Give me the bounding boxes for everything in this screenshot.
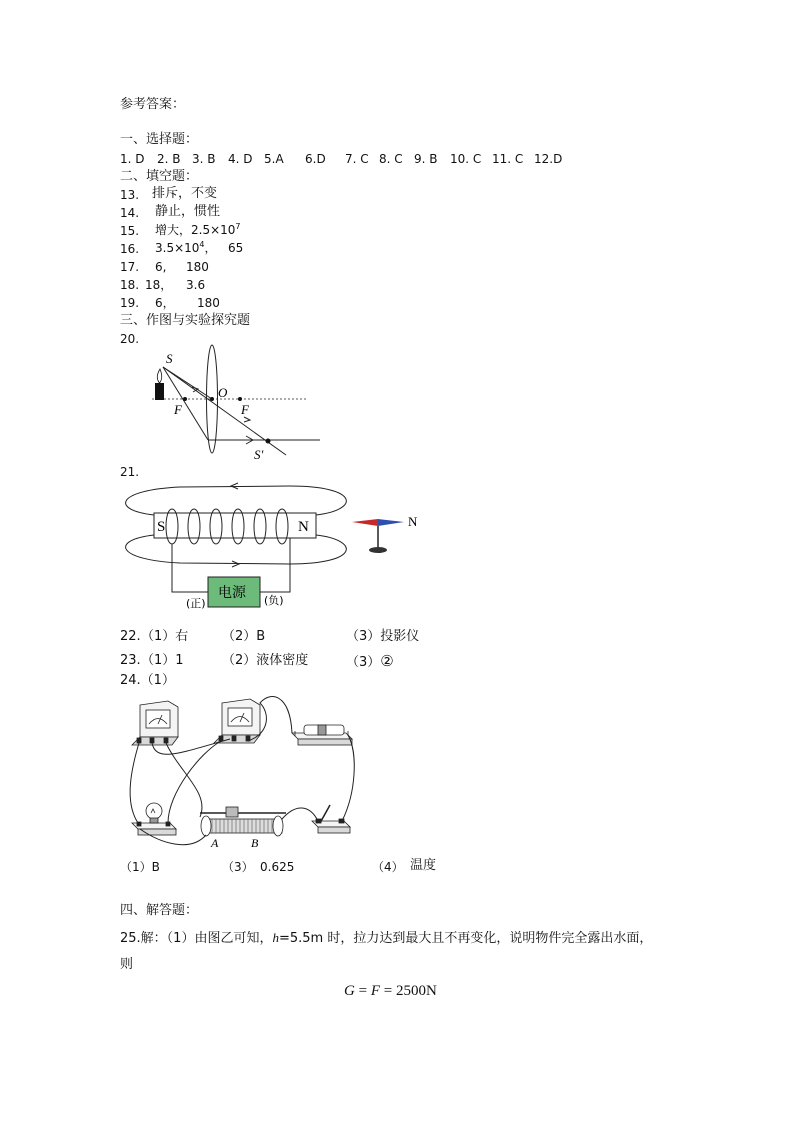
label-negative: (负) (264, 594, 284, 607)
q21-number: 21. (120, 465, 140, 479)
arrow-2 (244, 417, 250, 422)
q20-number: 20. (120, 332, 140, 346)
q23-part1: （1）1 (141, 653, 184, 668)
answer-8: 8. C (379, 152, 403, 166)
q25-line1-a: 25.解：（1）由图乙可知， (120, 931, 273, 946)
q14-answer: 静止，惯性 (155, 204, 221, 219)
wire-right (260, 538, 290, 592)
q16-answer-b: ， 65 (204, 241, 244, 255)
rheostat-label-a: A (211, 836, 219, 850)
compass-n-label: N (408, 514, 418, 529)
center-dot (210, 397, 214, 401)
eq-value: = 2500N (379, 983, 437, 999)
candle-flame (157, 369, 162, 383)
section1-title: 一、选择题： (120, 132, 199, 147)
q25-equation (344, 983, 437, 1000)
light-bulb (132, 803, 176, 835)
q16-number: 16. (120, 242, 140, 256)
q22-number: 22. (120, 629, 141, 644)
q19-number: 19. (120, 296, 140, 310)
q16-answer (155, 240, 243, 256)
answer-5: 5.A (264, 152, 284, 166)
answer-9: 9. B (414, 152, 438, 166)
wire-left (172, 544, 208, 592)
q24-part1: （1）B (120, 860, 160, 874)
q24-number: 24.（1） (120, 673, 175, 688)
label-o: O (218, 385, 228, 400)
eq-g: G (344, 983, 355, 999)
compass-needle-north (378, 519, 404, 526)
q15-answer (155, 222, 241, 238)
q23-part2: （2）液体密度 (222, 653, 309, 668)
q17-answer-a: 6, (155, 260, 167, 274)
lens-ray-diagram (140, 345, 330, 465)
pole-n: N (298, 519, 309, 535)
focus-left-dot (183, 397, 187, 401)
q24-part3-value: 0.625 (260, 860, 295, 874)
battery (292, 725, 352, 745)
focus-right-dot (238, 397, 242, 401)
q23-number: 23. (120, 653, 141, 668)
q16-answer-text: 3.5×10 (155, 241, 200, 255)
q24-part3-label: （3） (222, 860, 254, 874)
q22-part2: （2）B (222, 629, 266, 644)
q18-answer-a: 18， (145, 278, 173, 292)
answer-11: 11. C (492, 152, 524, 166)
q23-part3-label: （3） (346, 655, 381, 670)
q17-number: 17. (120, 260, 140, 274)
ray-refracted-focus (212, 399, 268, 440)
label-f-right: F (241, 402, 249, 417)
switch (312, 805, 350, 833)
q25-variable-h: h (272, 930, 279, 945)
q16-exponent: 4 (199, 240, 205, 249)
circuit-diagram (120, 693, 360, 855)
field-line-top (126, 486, 347, 515)
q25-line2: 则 (120, 957, 134, 972)
q23-part3-answer: ② (380, 652, 394, 670)
answer-4: 4. D (228, 152, 253, 166)
q19-answer-b: 180 (197, 296, 220, 310)
q14-number: 14. (120, 206, 140, 220)
section2-title: 二、填空题： (120, 169, 199, 184)
q24-part4-value: 温度 (410, 858, 437, 873)
ray-to-f (163, 367, 212, 399)
rheostat (200, 807, 286, 836)
solenoid-diagram (120, 482, 430, 612)
page-header: 参考答案： (120, 97, 186, 112)
section4-title: 四、解答题： (120, 903, 199, 918)
q22-part3: （3）投影仪 (346, 629, 420, 644)
pole-s: S (157, 519, 166, 535)
q18-number: 18. (120, 278, 140, 292)
q25-line1 (120, 930, 652, 947)
label-s-prime: S′ (254, 447, 264, 462)
answer-12: 12.D (534, 152, 563, 166)
label-positive: (正) (186, 597, 206, 610)
section3-title: 三、作图与实验探究题 (120, 313, 251, 328)
eq-equals-1: = (354, 983, 371, 999)
image-point-dot (266, 439, 271, 444)
voltmeter (214, 699, 260, 743)
q22-part1: （1）右 (141, 629, 189, 644)
q19-answer-a: 6， (155, 296, 175, 310)
q15-number: 15. (120, 224, 140, 238)
q13-number: 13. (120, 188, 140, 202)
q25-line1-b: =5.5m 时，拉力达到最大且不再变化，说明物件完全露出水面， (278, 931, 653, 946)
q15-answer-text: 增大，2.5×10 (155, 223, 236, 237)
answer-3: 3. B (192, 152, 216, 166)
answer-10: 10. C (450, 152, 482, 166)
answer-2: 2. B (157, 152, 181, 166)
candle-body (155, 383, 164, 400)
q13-answer: 排斥，不变 (152, 186, 218, 201)
ammeter (132, 701, 178, 745)
answer-7: 7. C (345, 152, 369, 166)
ray-through-focus (163, 367, 208, 440)
answer-6: 6.D (305, 152, 326, 166)
q23-part3 (346, 653, 394, 671)
rheostat-label-b: B (251, 836, 259, 850)
q18-answer-b: 3.6 (186, 278, 206, 292)
eq-f: F (370, 983, 380, 999)
power-supply-label: 电源 (218, 585, 246, 601)
label-f-left: F (174, 402, 182, 417)
q15-exponent: 7 (235, 222, 241, 231)
compass-needle-south (352, 519, 378, 526)
q24-part4-label: （4） (372, 860, 404, 874)
field-line-bottom (126, 535, 347, 564)
answer-1: 1. D (120, 152, 145, 166)
q17-answer-b: 180 (186, 260, 209, 274)
label-s: S (166, 351, 173, 366)
compass-base (369, 547, 387, 553)
